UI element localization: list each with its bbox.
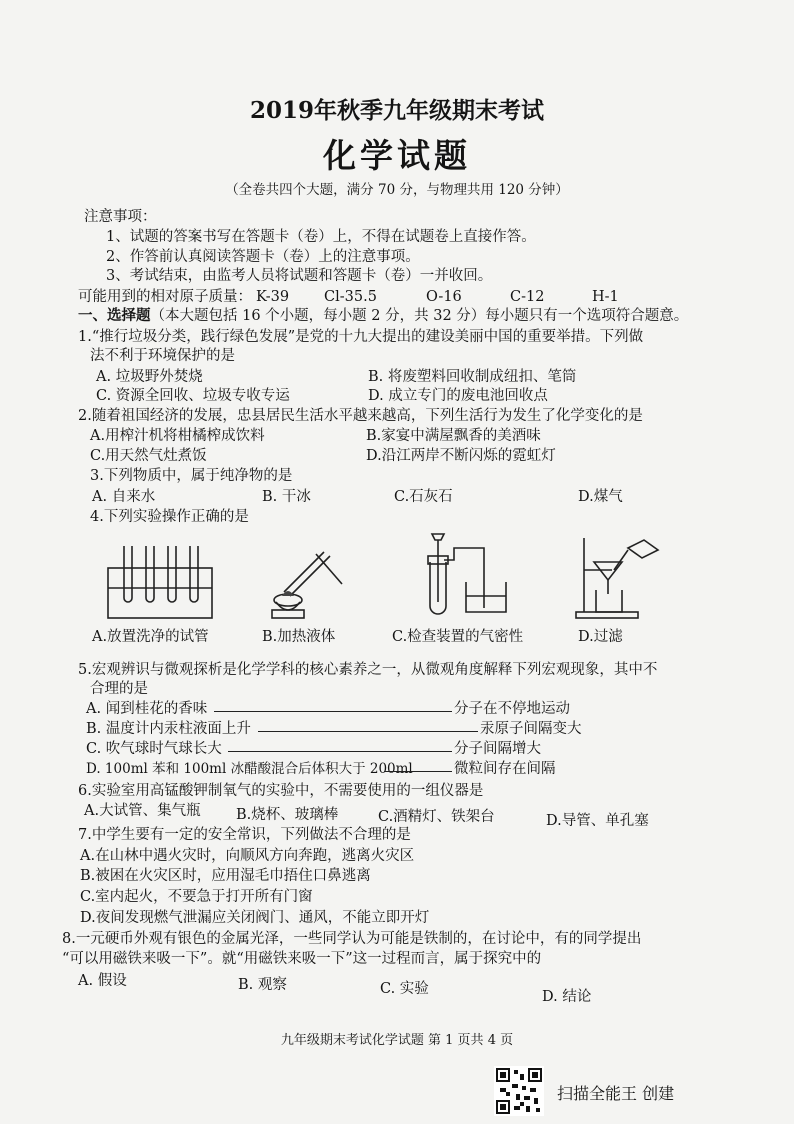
q1-option-c: C. 资源全回收、垃圾专收专运: [96, 388, 290, 404]
q1-option-b: B. 将废塑料回收制成纽扣、笔筒: [368, 369, 577, 385]
notice-heading: 注意事项：: [84, 209, 157, 225]
atomic-mass-k: K-39: [256, 289, 290, 305]
atomic-mass-cl: Cl-35.5: [324, 289, 377, 305]
q6-option-c: C.酒精灯、铁架台: [378, 809, 495, 825]
filtration-figure: [572, 532, 666, 622]
q1-stem-cont: 法不利于环境保护的是: [90, 348, 235, 364]
q3-option-c: C.石灰石: [394, 489, 453, 505]
q5-d-connector: [384, 771, 452, 772]
q2-option-d: D.沿江两岸不断闪烁的霓虹灯: [366, 448, 556, 464]
q5-option-a-right: 分子在不停地运动: [454, 701, 570, 717]
q7-option-c: C.室内起火，不要急于打开所有门窗: [80, 889, 313, 905]
test-tube-rack-figure: [100, 540, 220, 622]
q7-option-a: A.在山林中遇火灾时，向顺风方向奔跑，逃离火灾区: [80, 848, 415, 864]
q7-stem: 7.中学生要有一定的安全常识，下列做法不合理的是: [78, 827, 411, 843]
q3-stem: 3.下列物质中，属于纯净物的是: [90, 468, 293, 484]
q5-option-b-right: 汞原子间隔变大: [480, 721, 582, 737]
q2-option-c: C.用天然气灶煮饭: [90, 448, 207, 464]
exam-title: 2019年秋季九年级期末考试: [249, 97, 544, 124]
q3-option-b: B. 干冰: [262, 489, 311, 505]
q5-stem-cont: 合理的是: [90, 681, 148, 697]
page-footer: 九年级期末考试化学试题 第 1 页共 4 页: [280, 1033, 514, 1048]
q8-option-d: D. 结论: [542, 989, 592, 1005]
q1-option-a: A. 垃圾野外焚烧: [96, 369, 203, 385]
q8-stem: 8.一元硬币外观有银色的金属光泽，一些同学认为可能是铁制的，在讨论中，有的同学提出: [62, 931, 642, 947]
q7-option-b: B.被困在火灾区时，应用湿毛巾捂住口鼻逃离: [80, 868, 371, 884]
scanner-watermark: 扫描全能王 创建: [557, 1084, 675, 1103]
q5-option-c-right: 分子间隔增大: [454, 741, 541, 757]
q5-option-b-left: B. 温度计内汞柱液面上升: [86, 721, 251, 737]
section-heading: [78, 307, 688, 325]
q5-option-a-left: A. 闻到桂花的香味: [86, 701, 208, 717]
q8-option-b: B. 观察: [238, 977, 287, 993]
q5-stem: 5.宏观辨识与微观探析是化学学科的核心素养之一，从微观角度解释下列宏观现象，其中不: [78, 662, 658, 678]
qr-code-icon: [494, 1066, 544, 1116]
q4-option-d: D.过滤: [578, 629, 623, 645]
section-desc: （本大题包括 16 个小题，每小题 2 分，共 32 分）每小题只有一个选项符合题意。: [150, 308, 689, 324]
q3-option-a: A. 自来水: [92, 489, 156, 505]
atomic-mass-label: 可能用到的相对原子质量：: [78, 289, 252, 305]
q2-option-a: A.用榨汁机将柑橘榨成饮料: [90, 428, 265, 444]
q3-option-d: D.煤气: [578, 489, 623, 505]
q5-a-connector: [214, 711, 452, 712]
airtightness-check-figure: [418, 532, 524, 622]
notice-item-1: 1、试题的答案书写在答题卡（卷）上，不得在试题卷上直接作答。: [106, 229, 536, 245]
q4-option-c: C.检查装置的气密性: [392, 629, 524, 645]
q8-option-a: A. 假设: [78, 973, 127, 989]
q8-stem-cont: “可以用磁铁来吸一下”。就“用磁铁来吸一下”这一过程而言，属于探究中的: [62, 951, 542, 967]
q4-stem: 4.下列实验操作正确的是: [90, 509, 249, 525]
q5-b-connector: [258, 731, 478, 732]
section-title: 一、选择题: [78, 307, 151, 324]
q6-option-d: D.导管、单孔塞: [546, 813, 649, 829]
exam-note: （全卷共四个大题，满分 70 分，与物理共用 120 分钟）: [225, 182, 569, 198]
q1-option-d: D. 成立专门的废电池回收点: [368, 388, 548, 404]
atomic-mass-c: C-12: [510, 289, 545, 305]
q5-option-d-left: D. 100ml 苯和 100ml 冰醋酸混合后体积大于 200ml: [86, 761, 413, 777]
q4-option-b: B.加热液体: [262, 629, 336, 645]
q1-stem: 1.“推行垃圾分类，践行绿色发展”是党的十九大提出的建设美丽中国的重要举措。下列做: [78, 329, 644, 345]
q6-stem: 6.实验室用高锰酸钾制氧气的实验中，不需要使用的一组仪器是: [78, 783, 484, 799]
atomic-mass-h: H-1: [592, 289, 619, 305]
q6-option-b: B.烧杯、玻璃棒: [236, 807, 339, 823]
q5-option-d-right: 微粒间存在间隔: [454, 761, 556, 777]
q7-option-d: D.夜间发现燃气泄漏应关闭阀门、通风，不能立即开灯: [80, 910, 430, 926]
q2-option-b: B.家宴中满屋飘香的美酒味: [366, 428, 541, 444]
q4-option-a: A.放置洗净的试管: [92, 629, 209, 645]
notice-item-2: 2、作答前认真阅读答题卡（卷）上的注意事项。: [106, 249, 420, 265]
q5-option-c-left: C. 吹气球时气球长大: [86, 741, 222, 757]
exam-subtitle: 化学试题: [323, 136, 471, 175]
q2-stem: 2.随着祖国经济的发展，忠县居民生活水平越来越高，下列生活行为发生了化学变化的是: [78, 408, 643, 424]
q8-option-c: C. 实验: [380, 981, 429, 997]
q6-option-a: A.大试管、集气瓶: [84, 803, 201, 819]
atomic-mass-o: O-16: [426, 289, 462, 305]
notice-item-3: 3、考试结束，由监考人员将试题和答题卡（卷）一并收回。: [106, 268, 493, 284]
q5-c-connector: [228, 751, 452, 752]
heating-liquid-figure: [258, 540, 348, 622]
